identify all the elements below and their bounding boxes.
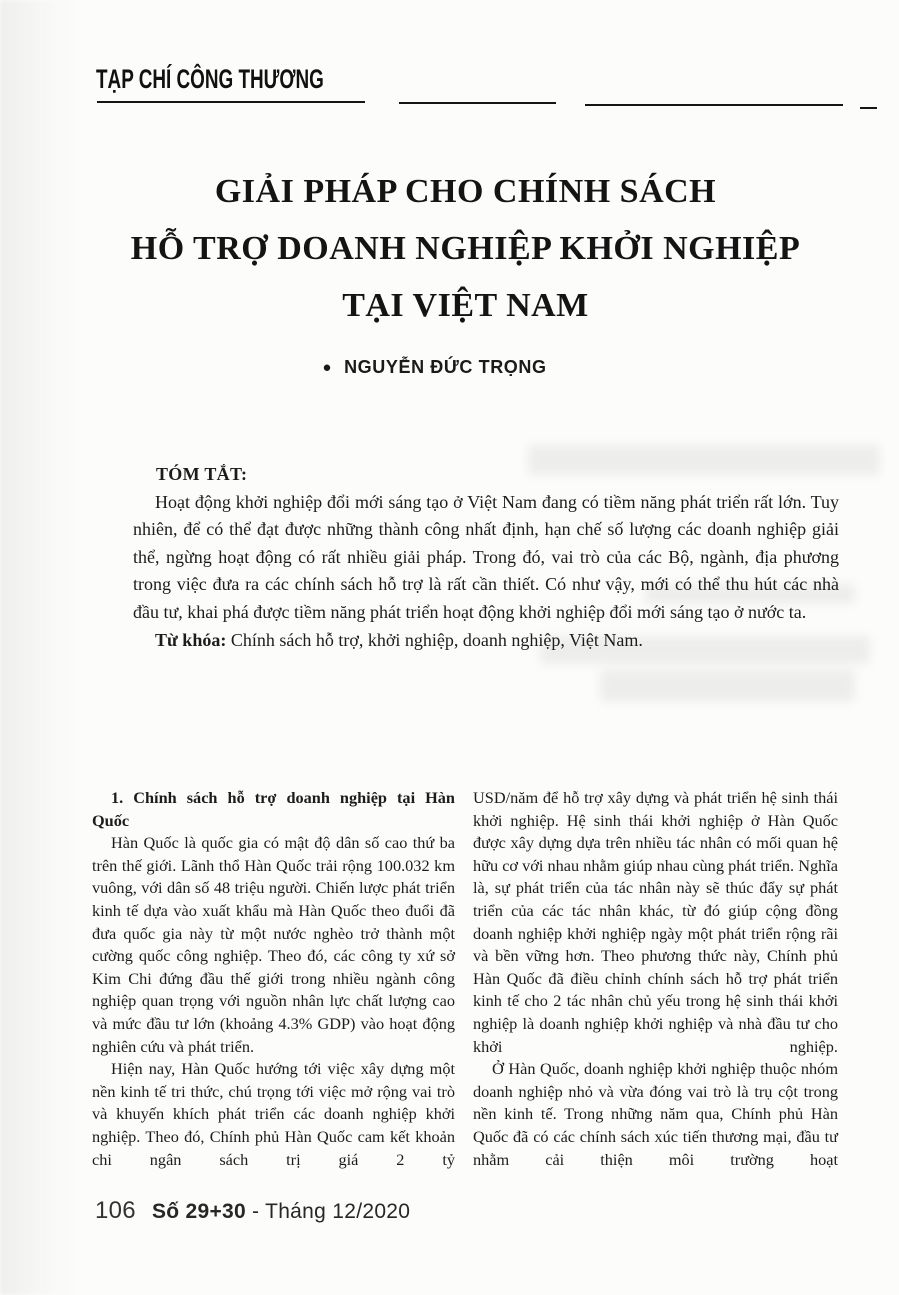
issue-number: Số 29+30 bbox=[151, 1200, 247, 1223]
keywords-label: Từ khóa: bbox=[155, 629, 227, 650]
keywords-text: Chính sách hỗ trợ, khởi nghiệp, doanh nghiệp, Việt Nam. bbox=[226, 629, 643, 650]
section-1-heading: 1. Chính sách hỗ trợ doanh nghiệp tại Hàn Quốc bbox=[92, 788, 455, 830]
bleedthrough-artifact bbox=[600, 670, 855, 702]
article-title bbox=[90, 163, 841, 334]
header-rule-middle bbox=[399, 102, 556, 104]
abstract-heading: TÓM TẮT: bbox=[156, 464, 248, 484]
article-title-line-3: TẠI VIỆT NAM bbox=[342, 287, 589, 324]
article-title-line-2: HỖ TRỢ DOANH NGHIỆP KHỞI NGHIỆP bbox=[130, 230, 801, 267]
body-column-left bbox=[92, 787, 455, 1171]
article-title-line-1: GIẢI PHÁP CHO CHÍNH SÁCH bbox=[214, 173, 717, 210]
header-rule-right bbox=[585, 104, 843, 106]
body-paragraph: Hiện nay, Hàn Quốc hướng tới việc xây dựng một nền kinh tế tri thức, chú trọng tới việc mở rộng vai trò và khuyến khích phát triển các doanh nghiệp khởi nghiệp. Theo đó, Chính phủ Hàn Quốc cam kết khoản chi ngân sách trị giá 2 tỷ bbox=[92, 1059, 455, 1169]
abstract-section bbox=[133, 461, 839, 654]
keywords-line bbox=[133, 627, 839, 655]
body-column-right bbox=[473, 787, 838, 1171]
body-paragraph: USD/năm để hỗ trợ xây dựng và phát triển hệ sinh thái khởi nghiệp. Hệ sinh thái khởi nghiệp ở Hàn Quốc được xây dựng dựa trên nhiều tác nhân có mối quan hệ hữu cơ với nhau nhằm giúp nhau cùng phát triển. Nghĩa là, sự phát triển của tác nhân này sẽ thúc đẩy sự phát triển của các tác nhân khác, từ đó giúp cộng đồng doanh nghiệp khởi nghiệp ngày một phát triển rộng rãi và bền vững hơn. Theo phương thức này, Chính phủ Hàn Quốc đã điều chỉnh chính sách hỗ trợ phát triển kinh tế cho 2 tác nhân chủ yếu trong hệ sinh thái khởi nghiệp là doanh nghiệp khởi nghiệp và nhà đầu tư cho khởi nghiệp. bbox=[473, 788, 838, 1056]
body-paragraph: Ở Hàn Quốc, doanh nghiệp khởi nghiệp thuộc nhóm doanh nghiệp nhỏ và vừa đóng vai trò là trụ cột trong nền kinh tế. Trong những năm qua, Chính phủ Hàn Quốc đã có các chính sách xúc tiến thương mại, đầu tư nhằm cải thiện môi trường hoạt bbox=[473, 1059, 838, 1169]
scan-edge-shadow bbox=[0, 0, 78, 1295]
author-name: NGUYỄN ĐỨC TRỌNG bbox=[344, 357, 547, 377]
header-rule-dash bbox=[860, 107, 877, 109]
author-bullet-icon: ● bbox=[322, 359, 333, 376]
page-footer bbox=[95, 1197, 410, 1225]
issue-date: - Tháng 12/2020 bbox=[252, 1200, 411, 1223]
abstract-text: Hoạt động khởi nghiệp đổi mới sáng tạo ở Việt Nam đang có tiềm năng phát triển rất lớn. Tuy nhiên, để có thể đạt được những thành công nhất định, hạn chế số lượng các doanh nghiệp giải thể, ngừng hoạt động có rất nhiều giải pháp. Trong đó, vai trò của các Bộ, ngành, địa phương trong việc đưa ra các chính sách hỗ trợ là rất cần thiết. Có như vậy, mới có thể thu hút các nhà đầu tư, khai phá được tiềm năng phát triển hoạt động khởi nghiệp đổi mới sáng tạo ở nước ta. bbox=[133, 491, 839, 622]
page-number: 106 bbox=[95, 1197, 136, 1224]
author-line bbox=[0, 357, 869, 378]
body-paragraph: Hàn Quốc là quốc gia có mật độ dân số cao thứ ba trên thế giới. Lãnh thổ Hàn Quốc trải rộng 100.032 km vuông, với dân số 48 triệu người. Chiến lược phát triển kinh tế dựa vào xuất khẩu mà Hàn Quốc theo đuổi đã đưa quốc gia này từ một nước nghèo trở thành một cường quốc công nghiệp. Theo đó, các công ty xứ sở Kim Chi đứng đầu thế giới trong nhiều ngành công nghiệp quan trọng với nguồn nhân lực chất lượng cao và mức đầu tư lớn (khoảng 4.3% GDP) vào hoạt động nghiên cứu và phát triển. bbox=[92, 833, 455, 1056]
journal-masthead: TẠP CHÍ CÔNG THƯƠNG bbox=[96, 64, 324, 94]
header-rule-left bbox=[97, 101, 365, 103]
